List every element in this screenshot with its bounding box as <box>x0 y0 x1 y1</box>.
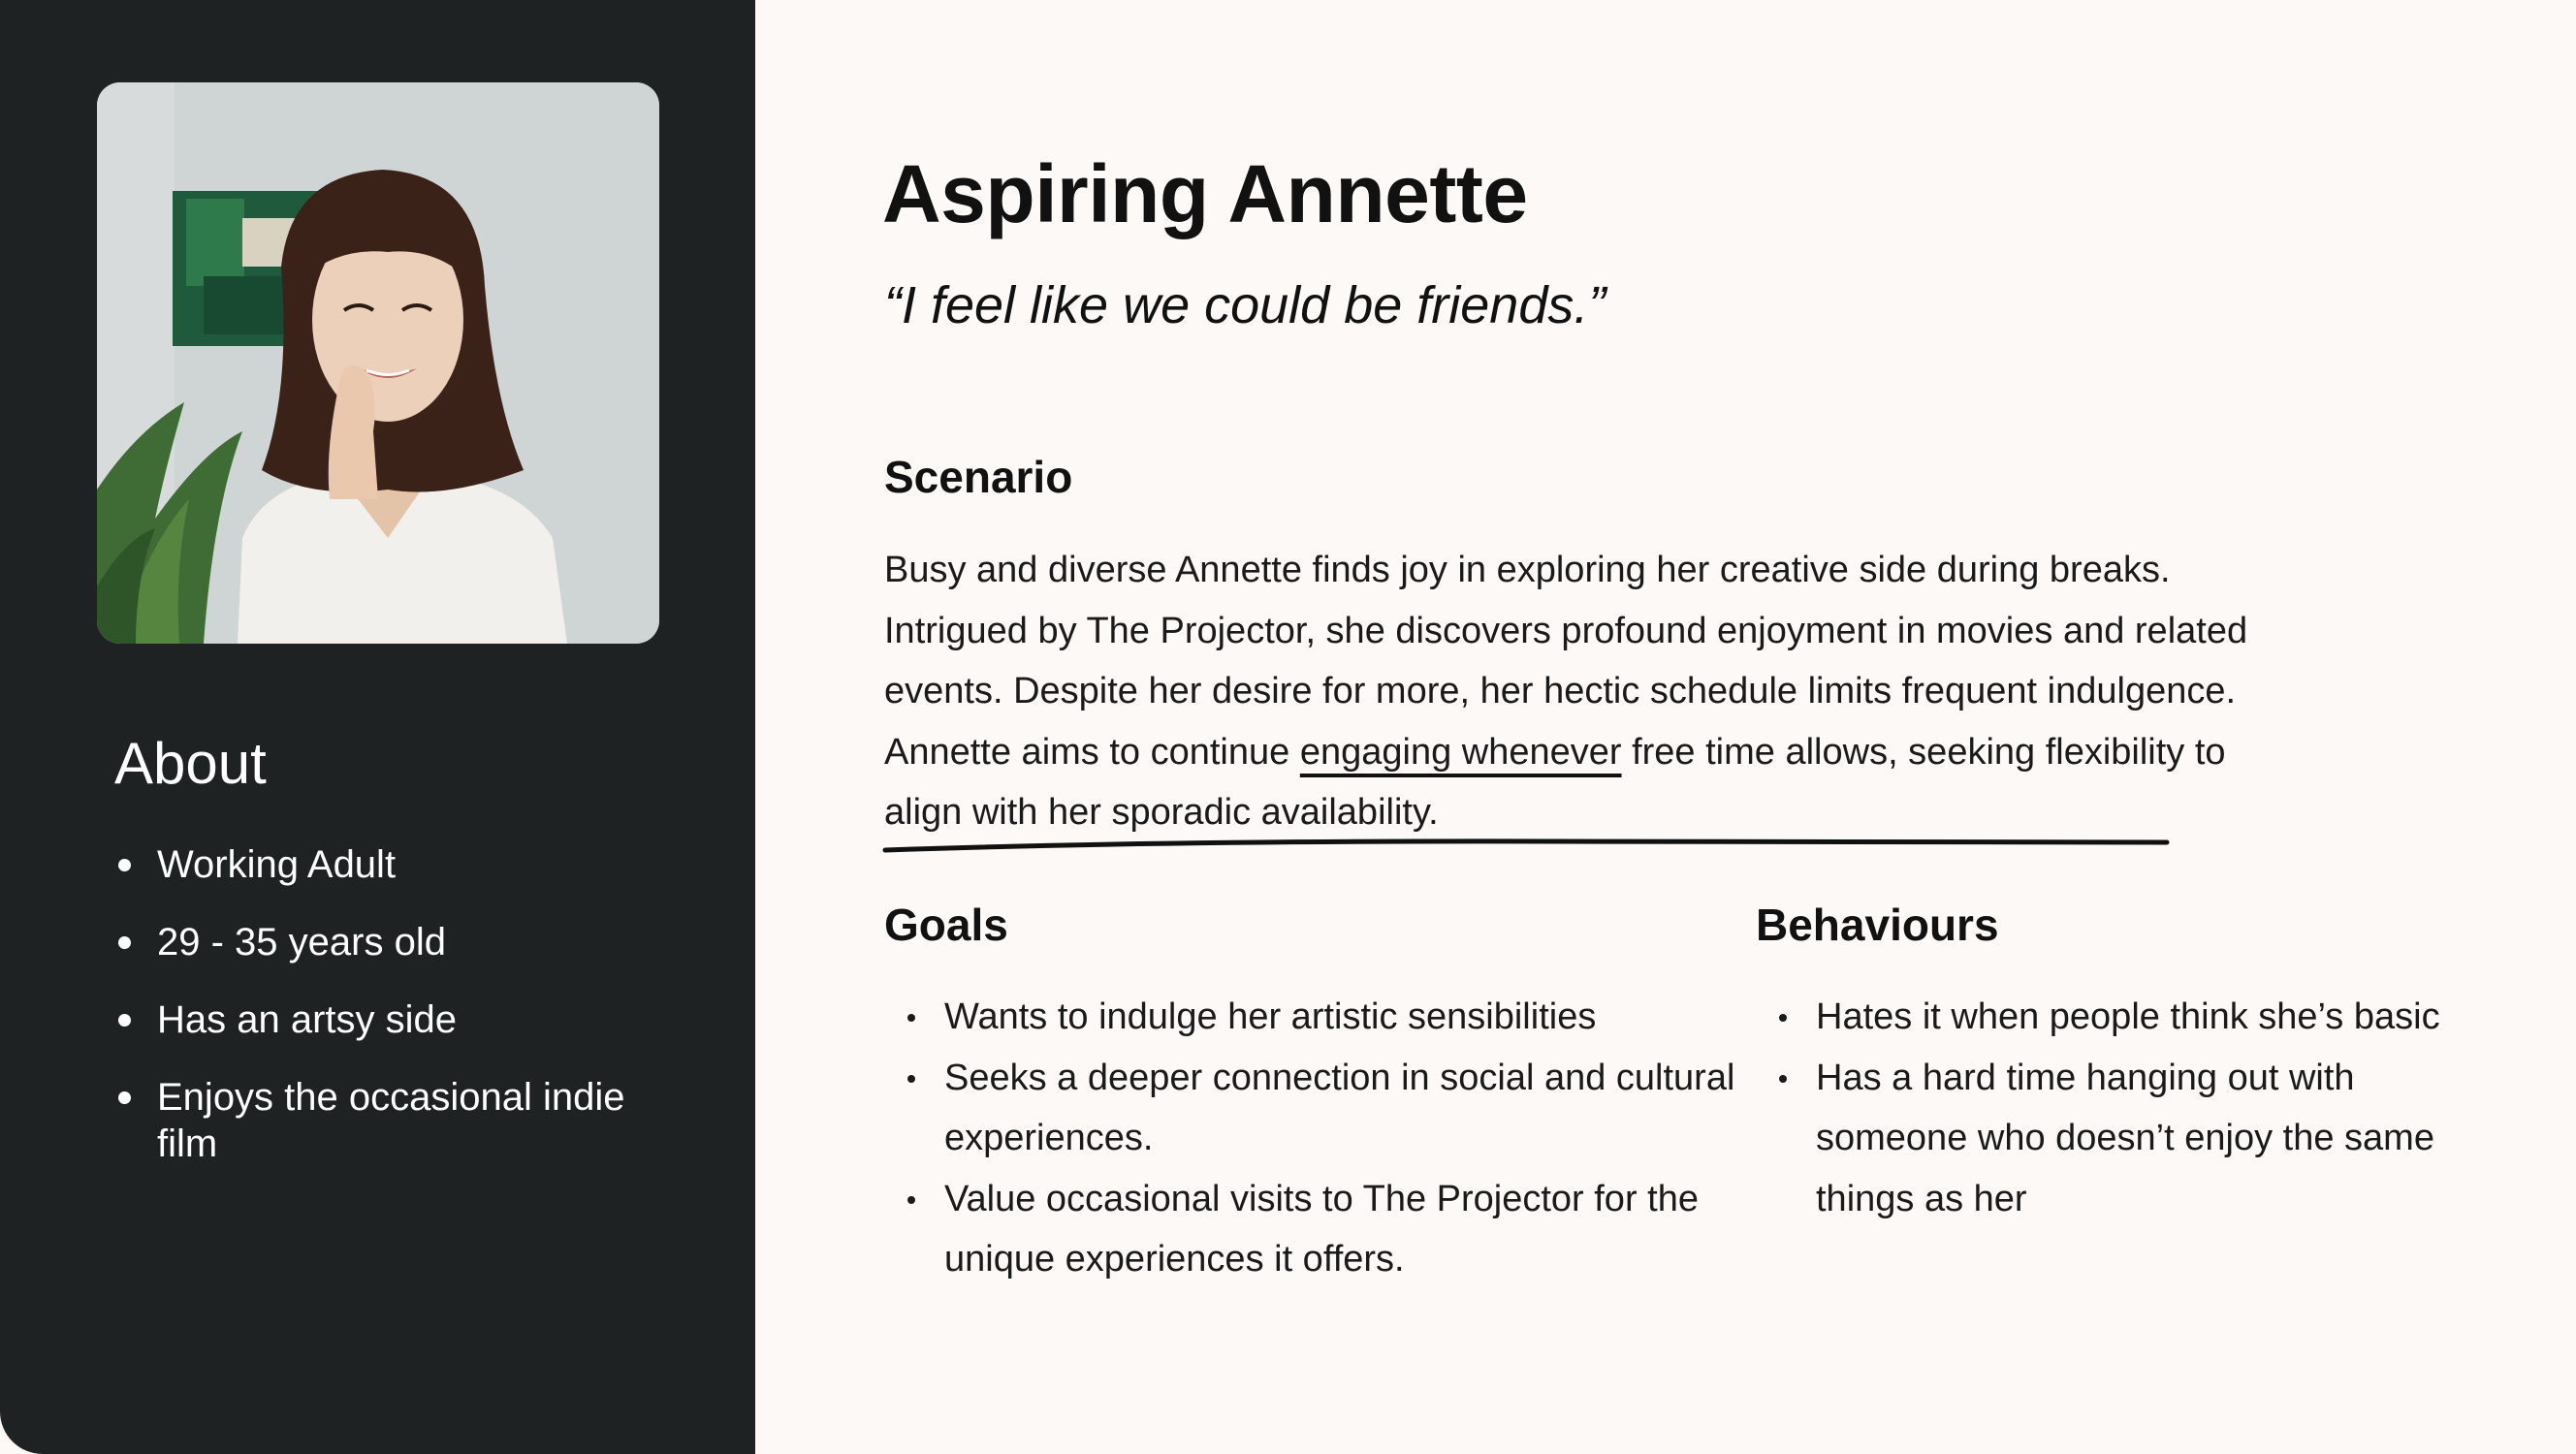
about-item <box>114 919 657 965</box>
scenario-text <box>884 540 2261 843</box>
behaviour-item-label: Hates it when people think she’s basic <box>1816 996 2440 1037</box>
goal-item <box>902 1048 1745 1169</box>
goals-list <box>902 987 1745 1290</box>
about-item <box>114 996 657 1043</box>
goal-item <box>902 987 1745 1048</box>
bullet-dot-icon <box>118 936 131 949</box>
about-item-label: Working Adult <box>157 843 397 886</box>
about-title: About <box>114 731 267 796</box>
persona-quote: “I feel like we could be friends.” <box>884 276 1606 334</box>
scenario-heading: Scenario <box>884 452 1073 502</box>
persona-portrait-image <box>97 82 659 644</box>
goal-item-label: Seeks a deeper connection in social and cultural experiences. <box>944 1057 1735 1158</box>
goal-item-label: Wants to indulge her artistic sensibilities <box>944 996 1597 1037</box>
about-item-label: Enjoys the occasional indie film <box>157 1076 625 1165</box>
behaviour-item-label: Has a hard time hanging out with someone who doesn’t enjoy the same things as her <box>1816 1057 2434 1219</box>
about-list <box>114 841 657 1198</box>
bullet-dot-icon <box>1779 1075 1787 1083</box>
bullet-dot-icon <box>907 1075 915 1083</box>
goals-heading: Goals <box>884 900 1008 950</box>
about-item-label: 29 - 35 years old <box>157 921 446 964</box>
persona-name: Aspiring Annette <box>882 148 1528 239</box>
scenario-text-part: Busy and diverse Annette finds joy in exploring her creative side during breaks. Intrigued by The Projector, she discovers profound enjoyment in movies and related events. Despite her desire for more, her hectic schedule limits frequent indulgence. Annette aims to continue <box>884 550 2248 773</box>
scenario-highlight: engaging whenever <box>1299 731 1622 773</box>
bullet-dot-icon <box>907 1196 915 1204</box>
behaviours-list <box>1773 987 2452 1229</box>
goal-item-label: Value occasional visits to The Projector for the unique experiences it offers. <box>944 1178 1699 1280</box>
bullet-dot-icon <box>907 1014 915 1022</box>
bullet-dot-icon <box>118 1091 131 1104</box>
about-item <box>114 1074 657 1167</box>
bullet-dot-icon <box>1779 1014 1787 1022</box>
sidebar <box>0 0 755 1454</box>
bullet-dot-icon <box>118 859 131 871</box>
behaviours-heading: Behaviours <box>1756 900 1999 950</box>
behaviour-item <box>1773 987 2452 1048</box>
behaviour-item <box>1773 1048 2452 1230</box>
goal-item <box>902 1169 1745 1290</box>
scenario-text-part: free time allows, seeking flexibility to align with her sporadic availability. <box>884 731 2226 833</box>
hand-drawn-underline <box>877 827 2177 866</box>
about-item-label: Has an artsy side <box>157 998 458 1041</box>
persona-photo <box>97 82 659 644</box>
about-item <box>114 841 657 888</box>
bullet-dot-icon <box>118 1014 131 1027</box>
